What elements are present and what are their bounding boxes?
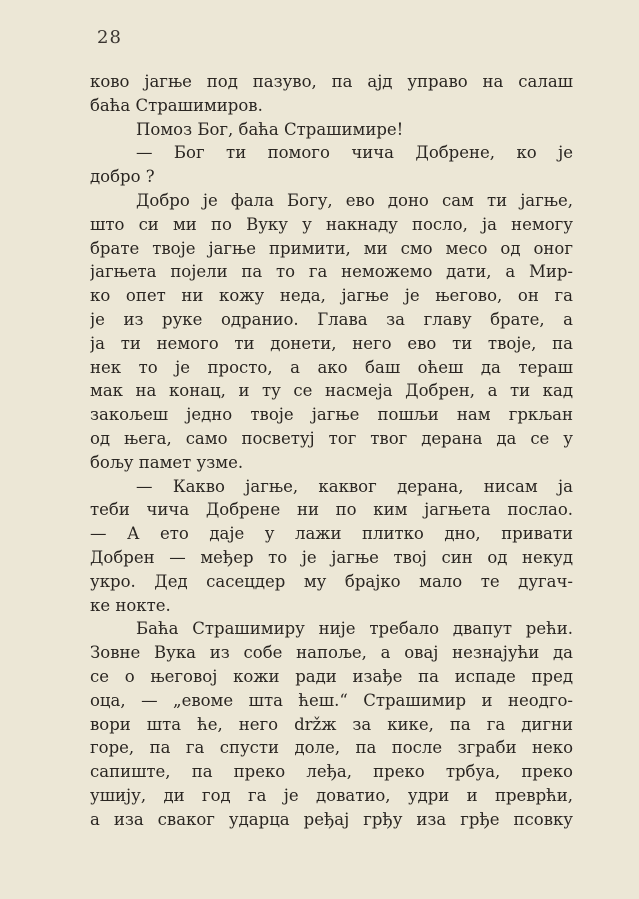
text-line: ушију, ди год га је доватио, удри и преврћи, [90, 785, 573, 805]
text-line: Добро је фала Богу, ево доно сам ти јагње, [136, 190, 573, 210]
text-line: ке нокте. [90, 595, 171, 615]
text-line: што си ми по Вуку у накнаду посло, ја немогу [90, 214, 573, 234]
text-line: укро. Дед сасецдер му брајко мало те дугач- [90, 571, 573, 591]
text-line: закољеш једно твоје јагње пошљи нам гркљан [90, 405, 573, 425]
text-line: сапиште, па преко леђа, преко трбуа, преко [90, 762, 573, 782]
text-line: добро ? [90, 167, 155, 187]
text-line: оца, — „евоме шта ћеш.“ Страшимир и неодго- [90, 690, 573, 710]
text-line: јагњета појели па то га неможемо дати, а Мир- [90, 262, 573, 282]
text-line: ко опет ни кожу неда, јагње је његово, он га [90, 286, 573, 306]
text-line: је из руке одранио. Глава за главу брате, а [90, 309, 573, 329]
text-line: Помоз Бог, баћа Страшимире! [136, 119, 404, 139]
text-line: ково јагње под пазуво, па ајд управо на салаш [90, 72, 573, 91]
text-line: се о његовој кожи ради изађе па испаде пред [90, 666, 573, 686]
text-line: — Бог ти помого чича Добрене, ко је [136, 143, 573, 163]
text-line: вори шта ће, него držж за кике, па га дигни [90, 714, 573, 734]
text-line: — Какво јагње, каквог дерана, нисам ја [136, 476, 573, 496]
text-line: теби чича Добрене ни по ким јагњета послао. [90, 500, 573, 520]
text-line: баћа Страшимиров. [90, 95, 263, 115]
text-line: Добрен — међер то је јагње твој син од некуд [90, 547, 573, 567]
text-line: Баћа Страшимиру није требало двапут рећи. [136, 619, 573, 639]
text-line: мак на конац, и ту се насмеја Добрен, а ти кад [90, 381, 573, 401]
text-line: Зовне Вука из собе напоље, а овај незнајући да [90, 643, 573, 663]
text-line: — А ето даје у лажи плитко дно, привати [90, 524, 573, 544]
text-line: ја ти немого ти донети, него ево ти твоје, па [90, 333, 573, 353]
text-line: бољу памет узме. [90, 452, 244, 472]
body-text [90, 70, 573, 832]
text-line: а иза сваког ударца ређај грђу иза грђе псовку [90, 809, 573, 829]
page-number: 28 [97, 27, 122, 48]
text-line: од њега, само посветуј тог твог дерана да се у [90, 428, 573, 448]
text-line: горе, па га спусти доле, па после зграби неко [90, 738, 573, 758]
text-line: нек то је просто, а ако баш оћеш да тераш [90, 357, 573, 377]
text-line: брате твоје јагње примити, ми смо месо од оног [90, 238, 573, 258]
